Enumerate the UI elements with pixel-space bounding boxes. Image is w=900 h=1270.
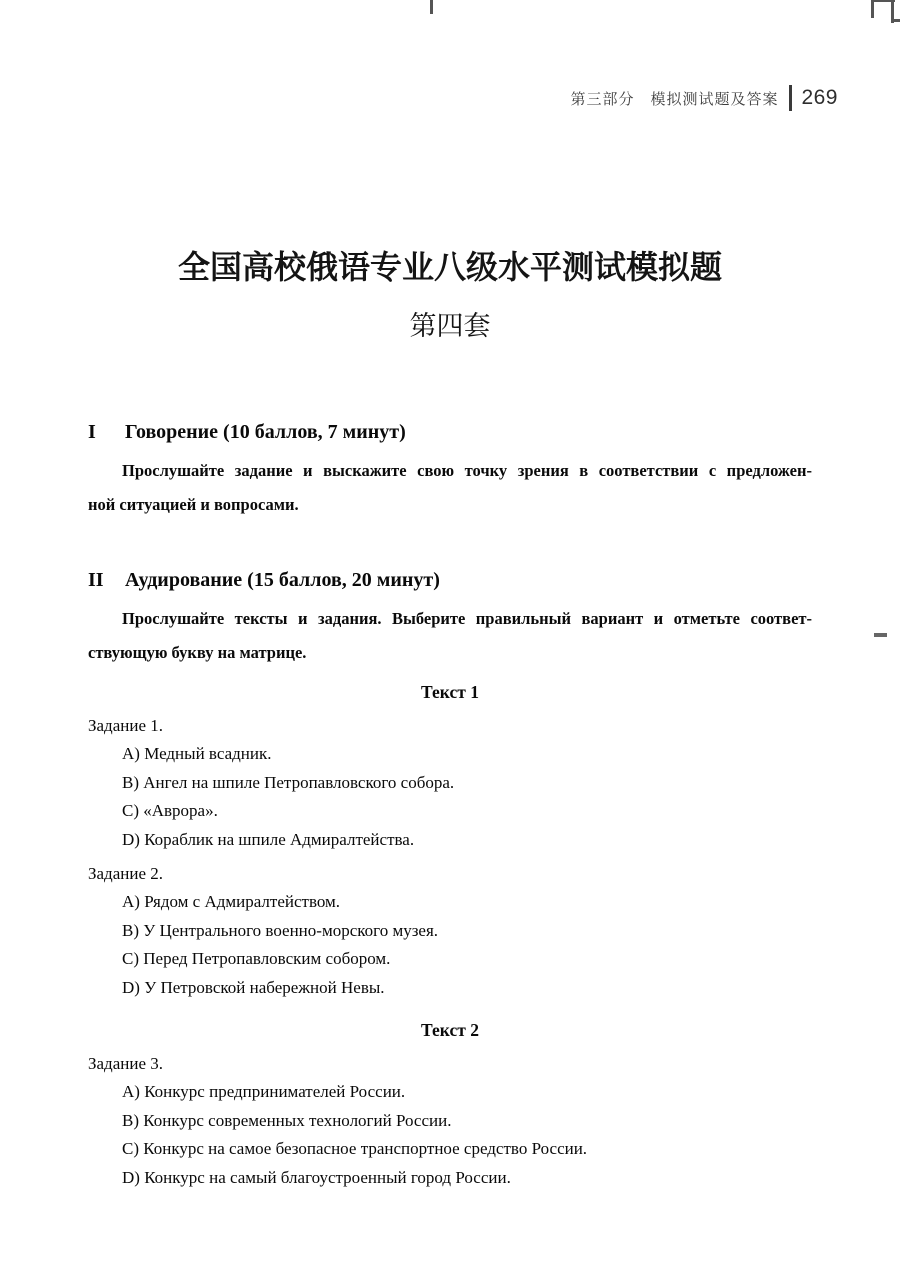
task-block — [88, 1050, 812, 1192]
section-heading-text: Аудирование (15 баллов, 20 минут) — [125, 569, 440, 591]
header-section-label: 第三部分 模拟测试题及答案 — [570, 90, 779, 108]
intro-line: ствующую букву на матрице. — [88, 643, 307, 662]
answer-option: D) У Петровской набережной Невы. — [122, 977, 385, 997]
intro-line: ной ситуацией и вопросами. — [88, 495, 299, 514]
task-label: Задание 2. — [88, 864, 163, 884]
section-numeral: I — [88, 421, 96, 443]
section-heading-audirovanie — [88, 566, 812, 594]
task-block — [88, 712, 812, 854]
task-label: Задание 3. — [88, 1054, 163, 1074]
answer-option: B) Конкурс современных технологий России. — [122, 1110, 452, 1130]
page-subtitle: 第四套 — [409, 311, 491, 341]
answer-option: D) Кораблик на шпиле Адмиралтейства. — [122, 829, 415, 849]
text-block-title: Текст 1 — [421, 682, 479, 702]
section-intro — [88, 454, 812, 522]
answer-option: A) Конкурс предпринимателей России. — [122, 1082, 406, 1102]
answer-option: D) Конкурс на самый благоустроенный город России. — [122, 1167, 511, 1187]
page-number: 269 — [801, 86, 838, 109]
task-label: Задание 1. — [88, 716, 163, 735]
answer-option: A) Рядом с Адмиралтейством. — [122, 892, 341, 912]
answer-option: C) Перед Петропавловским собором. — [122, 949, 391, 969]
crop-mark-top-right-icon — [893, 19, 900, 22]
answer-option: B) Ангел на шпиле Петропавловского собора. — [122, 772, 455, 792]
answer-option: B) У Центрального военно-морского музея. — [122, 920, 439, 940]
page-title: 全国高校俄语专业八级水平测试模拟题 — [177, 249, 722, 285]
text-block-title: Текст 2 — [421, 1020, 479, 1041]
section-heading-govorenie — [88, 418, 812, 446]
edge-mark-icon — [874, 633, 887, 637]
answer-option: C) «Аврора». — [122, 801, 218, 821]
page-content — [88, 0, 812, 1192]
crop-mark-top-right-icon — [871, 0, 874, 18]
task-block — [88, 860, 812, 1002]
answer-option: A) Медный всадник. — [122, 744, 272, 764]
section-heading-text: Говорение (10 баллов, 7 минут) — [125, 421, 406, 443]
answer-option: C) Конкурс на самое безопасное транспортное средство России. — [122, 1139, 588, 1159]
section-intro — [88, 602, 812, 670]
intro-line: Прослушайте тексты и задания. Выберите правильный вариант и отметьте соответ- — [122, 609, 812, 628]
section-numeral: II — [88, 569, 104, 591]
intro-line: Прослушайте задание и выскажите свою точку зрения в соответствии с предложен- — [122, 461, 812, 480]
